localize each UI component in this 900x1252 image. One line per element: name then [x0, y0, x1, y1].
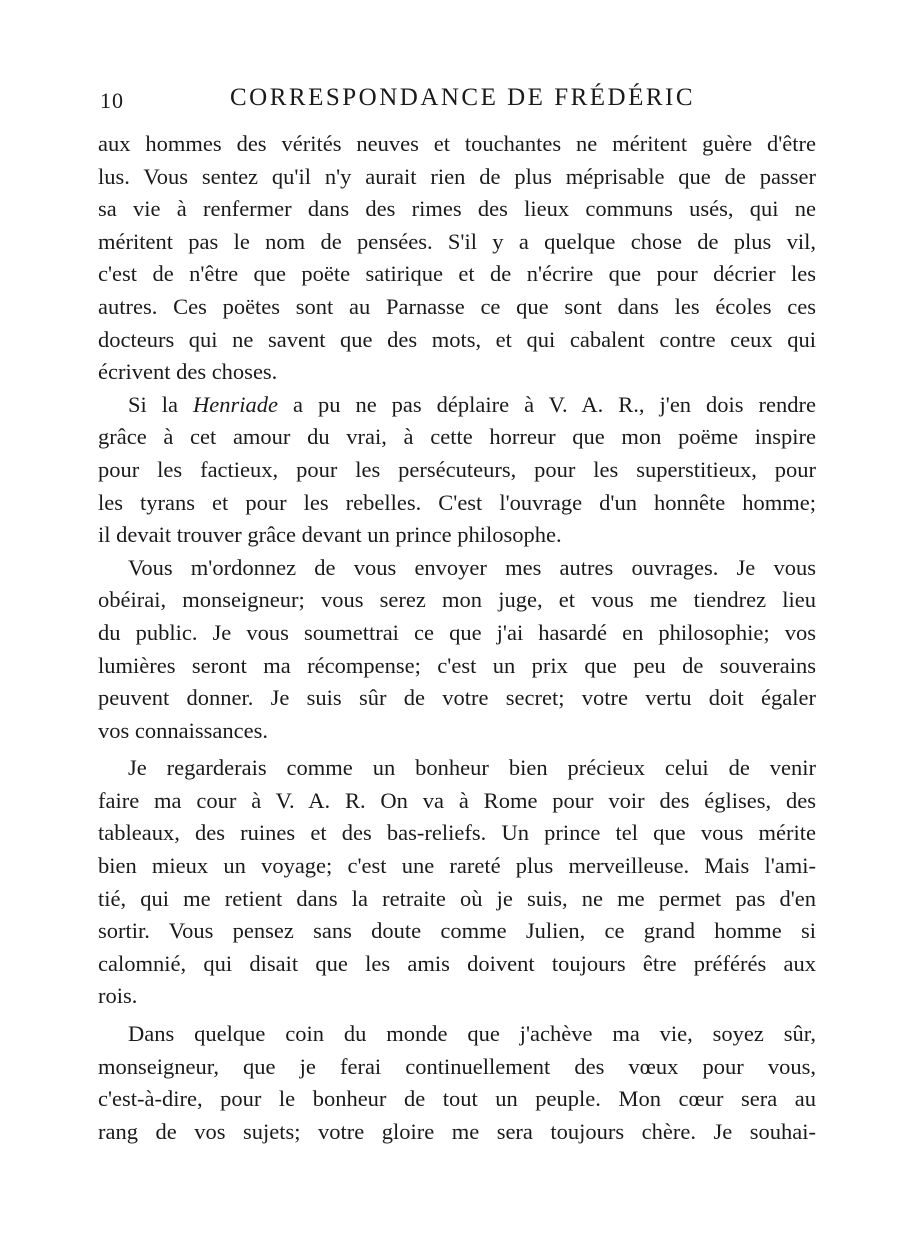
- text-line: du public. Je vous soumettrai ce que j'ai hasardé en philosophie; vos: [98, 619, 816, 645]
- text-line: faire ma cour à V. A. R. On va à Rome pour voir des églises, des: [98, 787, 816, 813]
- text-line: docteurs qui ne savent que des mots, et qui cabalent contre ceux qui: [98, 326, 816, 352]
- text-line: bien mieux un voyage; c'est une rareté plus merveilleuse. Mais l'ami-: [98, 853, 816, 879]
- text-line: pour les factieux, pour les persécuteurs, pour les superstitieux, pour: [98, 456, 816, 482]
- text-line: aux hommes des vérités neuves et touchantes ne méritent guère d'être: [98, 131, 816, 156]
- text-line: écrivent des choses.: [98, 359, 278, 385]
- text-line: tableaux, des ruines et des bas-reliefs. Un prince tel que vous mérite: [98, 820, 816, 846]
- text-line: Je regarderais comme un bonheur bien précieux celui de venir: [128, 755, 816, 781]
- page-number: 10: [100, 88, 124, 113]
- text-line: sortir. Vous pensez sans doute comme Julien, ce grand homme si: [98, 918, 816, 944]
- running-title: CORRESPONDANCE DE FRÉDÉRIC: [230, 84, 696, 111]
- text-line: rang de vos sujets; votre gloire me sera toujours chère. Je souhai-: [98, 1118, 816, 1144]
- text-line: autres. Ces poëtes sont au Parnasse ce que sont dans les écoles ces: [98, 293, 816, 319]
- paragraph: [98, 128, 816, 389]
- text-line: les tyrans et pour les rebelles. C'est l'ouvrage d'un honnête homme;: [98, 489, 816, 515]
- text-line: lus. Vous sentez qu'il n'y aurait rien de plus méprisable que de passer: [98, 163, 816, 189]
- text-line: obéirai, monseigneur; vous serez mon juge, et vous me tiendrez lieu: [98, 587, 816, 613]
- text-line: Vous m'ordonnez de vous envoyer mes autres ouvrages. Je vous: [128, 554, 816, 580]
- paragraph: [98, 389, 816, 552]
- paragraph: [98, 1018, 816, 1148]
- text-run: Si la: [128, 391, 193, 417]
- text-line: [98, 389, 816, 422]
- text-line: tié, qui me retient dans la retraite où je suis, ne me permet pas d'en: [98, 885, 816, 911]
- text-line: monseigneur, que je ferai continuellement des vœux pour vous,: [98, 1053, 816, 1079]
- paragraph: [98, 752, 816, 1013]
- text-line: c'est-à-dire, pour le bonheur de tout un peuple. Mon cœur sera au: [98, 1086, 816, 1112]
- text-line: calomnié, qui disait que les amis doivent toujours être préférés aux: [98, 950, 816, 976]
- text-line: peuvent donner. Je suis sûr de votre secret; votre vertu doit égaler: [98, 685, 816, 711]
- text-line: lumières seront ma récompense; c'est un prix que peu de souverains: [98, 652, 816, 678]
- text-line: rois.: [98, 983, 138, 1009]
- body-text: [98, 128, 816, 1148]
- text-line: c'est de n'être que poëte satirique et de n'écrire que pour décrier les: [98, 261, 816, 287]
- text-line: vos connaissances.: [98, 717, 268, 743]
- running-head: [100, 84, 800, 118]
- text-line: sa vie à renfermer dans des rimes des lieux communs usés, qui ne: [98, 196, 816, 222]
- paragraph: [98, 552, 816, 748]
- text-line: méritent pas le nom de pensées. S'il y a quelque chose de plus vil,: [98, 228, 816, 254]
- book-title-henriade: Henriade: [193, 391, 278, 417]
- text-line: il devait trouver grâce devant un prince philosophe.: [98, 522, 562, 548]
- text-line: Dans quelque coin du monde que j'achève ma vie, soyez sûr,: [128, 1021, 816, 1047]
- text-line: grâce à cet amour du vrai, à cette horreur que mon poëme inspire: [98, 424, 816, 450]
- text-run: a pu ne pas déplaire à V. A. R., j'en dois rendre: [277, 391, 816, 417]
